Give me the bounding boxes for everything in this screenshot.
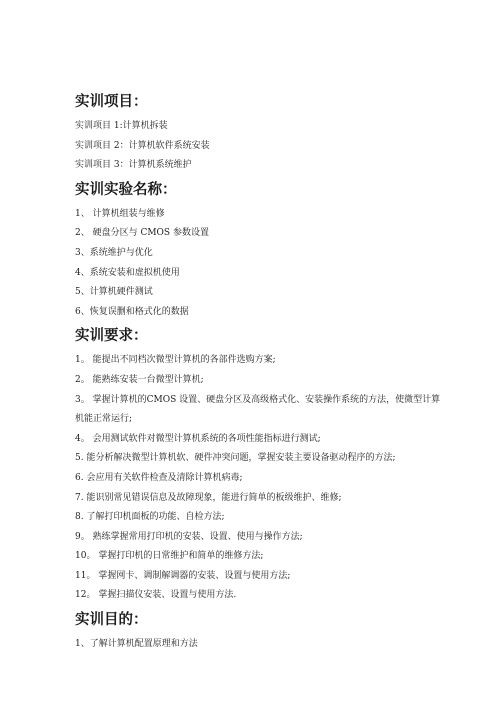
list-item: 12。 掌握扫描仪安装、设置与使用方法. [75, 590, 237, 601]
list-item: 4。 会用测试软件对微型计算机系统的各项性能指标进行测试; [75, 433, 321, 444]
list-item: 2。 能熟练安装一台微型计算机; [75, 374, 204, 385]
list-item: 1。 能提出不同档次微型计算机的各部件选购方案; [75, 355, 276, 366]
section-heading-training-projects: 实训项目： [75, 93, 148, 110]
list-item: 9。 熟练掌握常用打印机的安装、设置、使用与操作方法; [75, 531, 303, 542]
list-item: 10。 掌握打印机的日常维护和简单的维修方法; [75, 551, 264, 562]
list-item: 5. 能分析解决微型计算机软、硬件冲突问题，掌握安装主要设备驱动程序的方法; [75, 453, 396, 464]
list-item: 3、系统维护与优化 [75, 247, 153, 258]
list-item: 5、计算机硬件测试 [75, 287, 153, 298]
list-item: 6. 会应用有关软件检查及清除计算机病毒; [75, 472, 243, 483]
list-item: 7. 能识别常见错误信息及故障现象，能进行简单的板级维护、维修; [75, 492, 342, 503]
list-item: 1、了解计算机配置原理和方法 [75, 639, 198, 650]
list-item-continuation: 机能正常运行; [75, 414, 133, 425]
list-item: 实训项目 2：计算机软件系统安装 [75, 140, 210, 151]
list-item: 实训项目 3：计算机系统维护 [75, 160, 192, 171]
section-heading-experiment-names: 实训实验名称： [75, 180, 177, 198]
list-item: 实训项目 1:计算机拆装 [75, 121, 168, 131]
list-item: 3。 掌握计算机的CMOS 设置、硬盘分区及高级格式化、安装操作系统的方法，使微型计算 [75, 394, 441, 405]
list-item: 4、系统安装和虚拟机使用 [75, 267, 180, 278]
list-item: 6、恢复误删和格式化的数据 [75, 306, 189, 317]
list-item: 11。 掌握网卡、调制解调器的安装、设置与使用方法; [75, 570, 291, 581]
list-item: 8. 了解打印机面板的功能、自检方法; [75, 512, 225, 523]
document-page [75, 92, 441, 659]
list-item: 1、 计算机组装与维修 [75, 208, 165, 219]
list-item: 2、 硬盘分区与 CMOS 参数设置 [75, 228, 209, 239]
section-heading-requirements: 实训要求： [75, 327, 148, 345]
section-heading-objectives: 实训目的： [75, 611, 148, 629]
